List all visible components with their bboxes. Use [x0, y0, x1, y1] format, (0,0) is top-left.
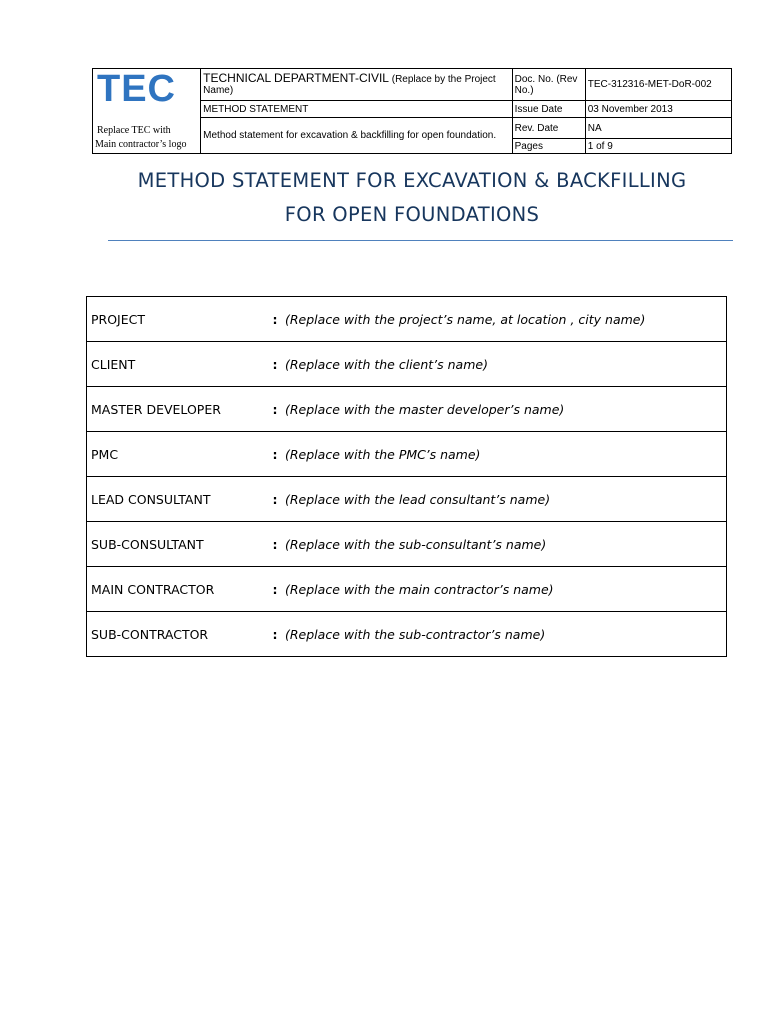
info-label: SUB-CONTRACTOR	[87, 612, 268, 657]
logo-cell	[93, 69, 201, 154]
info-value: (Replace with the sub-consultant’s name)	[283, 522, 727, 567]
info-row	[87, 432, 727, 477]
company-logo	[93, 69, 200, 153]
issue-date-label: Issue Date	[512, 101, 585, 118]
doc-type: METHOD STATEMENT	[201, 101, 512, 118]
department-note: (Replace by the Project Name)	[203, 74, 496, 96]
doc-no-label: Doc. No. (Rev No.)	[512, 69, 585, 101]
doc-no-value: TEC-312316-MET-DoR-002	[585, 69, 731, 101]
info-label: MAIN CONTRACTOR	[87, 567, 268, 612]
department-cell	[201, 69, 512, 101]
info-label: SUB-CONSULTANT	[87, 522, 268, 567]
document-header-table	[92, 68, 732, 154]
document-title-line1: METHOD STATEMENT FOR EXCAVATION & BACKFILLING	[137, 169, 687, 192]
doc-description: Method statement for excavation & backfilling for open foundation.	[201, 118, 512, 154]
info-separator: :	[267, 342, 283, 387]
info-label: PMC	[87, 432, 268, 477]
info-label: CLIENT	[87, 342, 268, 387]
info-value: (Replace with the PMC’s name)	[283, 432, 727, 477]
info-value: (Replace with the client’s name)	[283, 342, 727, 387]
info-separator: :	[267, 612, 283, 657]
document-title-line2: FOR OPEN FOUNDATIONS	[284, 203, 540, 226]
info-row	[87, 612, 727, 657]
info-separator: :	[267, 477, 283, 522]
info-separator: :	[267, 432, 283, 477]
department-name: TECHNICAL DEPARTMENT-CIVIL	[203, 71, 389, 85]
info-separator: :	[267, 522, 283, 567]
info-label: LEAD CONSULTANT	[87, 477, 268, 522]
logo-replace-note	[95, 124, 201, 152]
info-value: (Replace with the lead consultant’s name)	[283, 477, 727, 522]
info-separator: :	[267, 297, 283, 342]
title-divider	[108, 240, 733, 241]
info-separator: :	[267, 567, 283, 612]
logo-note-line1: Replace TEC with	[97, 125, 171, 136]
rev-date-value: NA	[585, 118, 731, 139]
info-value: (Replace with the sub-contractor’s name)	[283, 612, 727, 657]
info-row	[87, 477, 727, 522]
info-value: (Replace with the master developer’s name)	[283, 387, 727, 432]
info-row	[87, 567, 727, 612]
info-row	[87, 342, 727, 387]
logo-note-line2: Main contractor’s logo	[95, 139, 187, 150]
info-row	[87, 297, 727, 342]
info-row	[87, 522, 727, 567]
logo-text: TEC	[97, 68, 176, 110]
pages-label: Pages	[512, 139, 585, 154]
info-separator: :	[267, 387, 283, 432]
info-value: (Replace with the project’s name, at location , city name)	[283, 297, 727, 342]
project-info-table	[86, 296, 727, 657]
issue-date-value: 03 November 2013	[585, 101, 731, 118]
info-row	[87, 387, 727, 432]
project-info-body	[87, 297, 727, 657]
info-label: PROJECT	[87, 297, 268, 342]
info-label: MASTER DEVELOPER	[87, 387, 268, 432]
rev-date-label: Rev. Date	[512, 118, 585, 139]
document-title	[92, 164, 732, 232]
info-value: (Replace with the main contractor’s name)	[283, 567, 727, 612]
pages-value: 1 of 9	[585, 139, 731, 154]
